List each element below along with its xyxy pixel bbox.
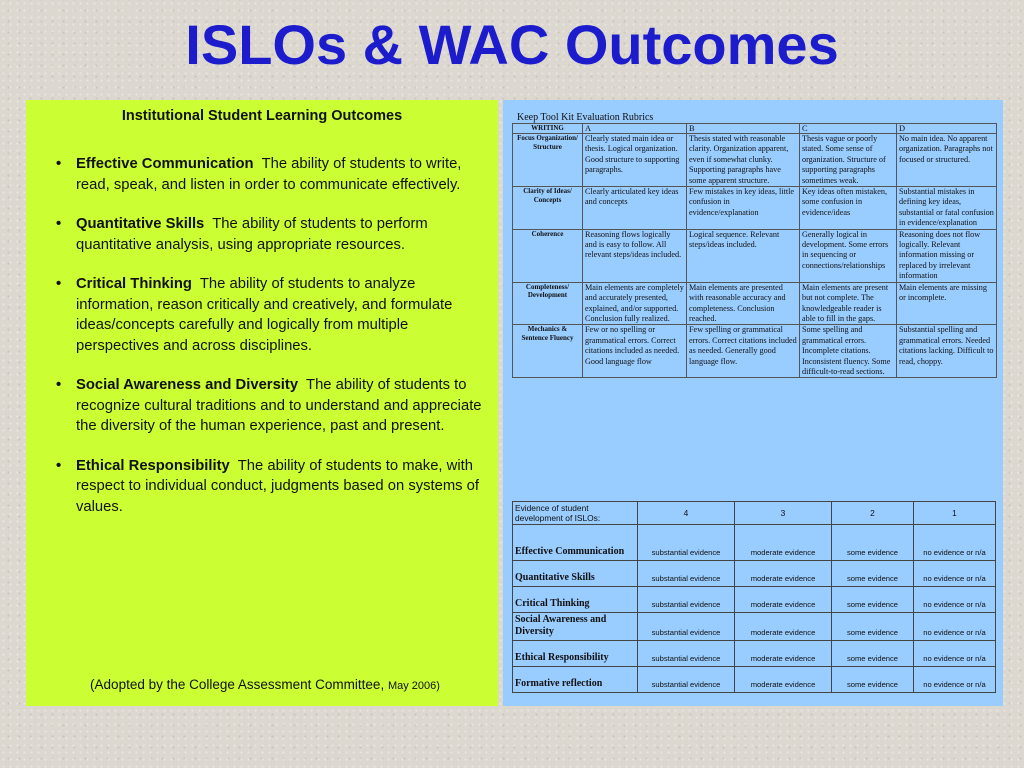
rubric-cell-a: Clearly stated main idea or thesis. Logical organization. Good structure to supporting paragraphs.: [583, 134, 687, 187]
bullet: •: [56, 216, 62, 232]
islo-heading: Institutional Student Learning Outcomes: [121, 108, 403, 124]
rubric-header-a: A: [583, 124, 687, 134]
outcome-item-effective-communication: [52, 154, 484, 195]
rubric-criterion: Focus Organization/ Structure: [513, 134, 583, 187]
evidence-cell: some evidence: [832, 525, 914, 561]
evidence-cell: substantial evidence: [638, 641, 735, 667]
evidence-cell: substantial evidence: [638, 587, 735, 613]
evidence-row: [513, 525, 996, 561]
evidence-title: Evidence of student development of ISLOs:: [513, 502, 638, 525]
outcome-name: Ethical Responsibility: [76, 457, 230, 474]
evidence-cell: substantial evidence: [638, 613, 735, 641]
evidence-row: [513, 613, 996, 641]
rubric-cell-c: Some spelling and grammatical errors. Incomplete citations. Inconsistent fluency. Some difficult-to-read sections.: [800, 325, 897, 378]
evidence-cell: some evidence: [832, 641, 914, 667]
evidence-cell: no evidence or n/a: [914, 561, 996, 587]
rubric-cell-c: Generally logical in development. Some errors in sequencing or connections/relationships: [800, 229, 897, 282]
writing-rubric-table: [512, 123, 997, 378]
evidence-cell: substantial evidence: [638, 667, 735, 693]
adoption-note-main: (Adopted by the College Assessment Committee,: [90, 677, 388, 692]
evidence-row: [513, 587, 996, 613]
evidence-cell: some evidence: [832, 587, 914, 613]
outcome-name: Effective Communication: [76, 156, 254, 172]
rubric-cell-d: Main elements are missing or incomplete.: [897, 282, 997, 325]
bullet: •: [56, 457, 62, 474]
evidence-level: 2: [832, 502, 914, 525]
rubric-cell-b: Thesis stated with reasonable clarity. Organization apparent, even if somewhat clunky. Supporting paragraphs have some apparent structure.: [687, 134, 800, 187]
evidence-row-label: Quantitative Skills: [513, 561, 638, 587]
evidence-cell: moderate evidence: [735, 641, 832, 667]
rubric-cell-a: Few or no spelling or grammatical errors. Correct citations included as needed. Good language flow: [583, 325, 687, 378]
outcome-name: Critical Thinking: [76, 276, 192, 292]
rubric-cell-b: Logical sequence. Relevant steps/ideas included.: [687, 229, 800, 282]
evidence-cell: no evidence or n/a: [914, 525, 996, 561]
evidence-cell: no evidence or n/a: [914, 667, 996, 693]
evidence-cell: moderate evidence: [735, 525, 832, 561]
evidence-row: [513, 561, 996, 587]
rubric-criterion: Coherence: [513, 229, 583, 282]
rubric-header-d: D: [897, 124, 997, 134]
evidence-cell: moderate evidence: [735, 613, 832, 641]
rubric-cell-a: Clearly articulated key ideas and concepts: [583, 187, 687, 230]
rubric-header-c: C: [800, 124, 897, 134]
rubric-cell-d: Substantial mistakes in defining key ideas, substantial or fatal confusion in evidence/explanation: [897, 187, 997, 230]
outcome-item-critical-thinking: [52, 274, 484, 356]
evidence-cell: substantial evidence: [638, 561, 735, 587]
outcome-item-social-awareness: [52, 375, 484, 437]
bullet: •: [56, 156, 62, 172]
evidence-level: 4: [638, 502, 735, 525]
evidence-cell: moderate evidence: [735, 667, 832, 693]
evidence-cell: some evidence: [832, 613, 914, 641]
bullet: •: [56, 276, 62, 292]
rubric-cell-a: Reasoning flows logically and is easy to follow. All relevant steps/ideas included.: [583, 229, 687, 282]
rubric-cell-b: Few mistakes in key ideas, little confusion in evidence/explanation: [687, 187, 800, 230]
rubric-criterion: Completeness/ Development: [513, 282, 583, 325]
evidence-row: [513, 641, 996, 667]
rubric-cell-b: Main elements are presented with reasonable accuracy and completeness. Conclusion reached.: [687, 282, 800, 325]
evidence-header-row: [513, 502, 996, 525]
rubric-criterion: Mechanics & Sentence Fluency: [513, 325, 583, 378]
rubric-cell-d: No main idea. No apparent organization. Paragraphs not focused or structured.: [897, 134, 997, 187]
rubric-header-criterion: WRITING: [513, 124, 583, 134]
adoption-note-date: May 2006): [387, 680, 440, 692]
evidence-row: [513, 667, 996, 693]
outcome-name: Social Awareness and Diversity: [76, 377, 299, 393]
rubric-criterion: Clarity of Ideas/ Concepts: [513, 187, 583, 230]
outcome-desc: The ability of students to write, read, speak, and listen in order to communicate effectively.: [76, 156, 462, 193]
rubric-panel: [503, 100, 1003, 706]
islo-panel: [26, 100, 498, 706]
rubric-row: [513, 229, 997, 282]
evidence-cell: no evidence or n/a: [914, 587, 996, 613]
evidence-row-label: Social Awareness and Diversity: [513, 613, 638, 641]
rubric-cell-c: Key ideas often mistaken, some confusion in evidence/ideas: [800, 187, 897, 230]
evidence-row-label: Formative reflection: [513, 667, 638, 693]
evidence-level: 3: [735, 502, 832, 525]
evidence-row-label: Ethical Responsibility: [513, 641, 638, 667]
rubric-cell-a: Main elements are completely and accurately presented, explained, and/or supported. Conclusion fully realized.: [583, 282, 687, 325]
rubric-cell-b: Few spelling or grammatical errors. Correct citations included as needed. Generally good language flow.: [687, 325, 800, 378]
evidence-cell: some evidence: [832, 667, 914, 693]
rubric-row: [513, 134, 997, 187]
rubric-cell-d: Substantial spelling and grammatical errors. Needed citations lacking. Difficult to read, choppy.: [897, 325, 997, 378]
outcome-desc: The ability of students to recognize cultural traditions and to understand and appreciate the diversity of the human experience, past and present.: [76, 377, 482, 434]
outcome-name: Quantitative Skills: [76, 216, 205, 232]
rubric-header-b: B: [687, 124, 800, 134]
rubric-cell-c: Thesis vague or poorly stated. Some sense of organization. Structure of supporting paragraphs sometimes weak.: [800, 134, 897, 187]
evidence-cell: no evidence or n/a: [914, 613, 996, 641]
evidence-row-label: Critical Thinking: [513, 587, 638, 613]
outcome-desc: The ability of students to perform quantitative analysis, using appropriate resources.: [76, 216, 428, 253]
evidence-row-label: Effective Communication: [513, 525, 638, 561]
rubric-row: [513, 282, 997, 325]
evidence-cell: moderate evidence: [735, 587, 832, 613]
outcome-desc: The ability of students to analyze information, reason critically and creatively, and formulate ideas/concepts carefully and logically from multiple perspectives and across disciplines.: [76, 276, 453, 354]
evidence-cell: moderate evidence: [735, 561, 832, 587]
slide-title: ISLOs & WAC Outcomes: [185, 13, 839, 76]
outcome-item-quantitative-skills: [52, 214, 484, 255]
rubric-caption: Keep Tool Kit Evaluation Rubrics: [517, 112, 654, 123]
outcome-desc: The ability of students to make, with respect to individual conduct, judgments based on systems of values.: [76, 457, 480, 515]
bullet: •: [56, 377, 62, 393]
outcome-item-ethical-responsibility: [52, 456, 484, 518]
rubric-row: [513, 187, 997, 230]
rubric-header-row: [513, 124, 997, 134]
evidence-level: 1: [914, 502, 996, 525]
rubric-cell-c: Main elements are present but not complete. The knowledgeable reader is able to fill in the gaps.: [800, 282, 897, 325]
rubric-row: [513, 325, 997, 378]
rubric-cell-d: Reasoning does not flow logically. Relevant information missing or replaced by irrelevant information: [897, 229, 997, 282]
islo-evidence-table: [512, 501, 996, 693]
evidence-cell: some evidence: [832, 561, 914, 587]
adoption-note: [26, 677, 498, 692]
evidence-cell: no evidence or n/a: [914, 641, 996, 667]
evidence-cell: substantial evidence: [638, 525, 735, 561]
